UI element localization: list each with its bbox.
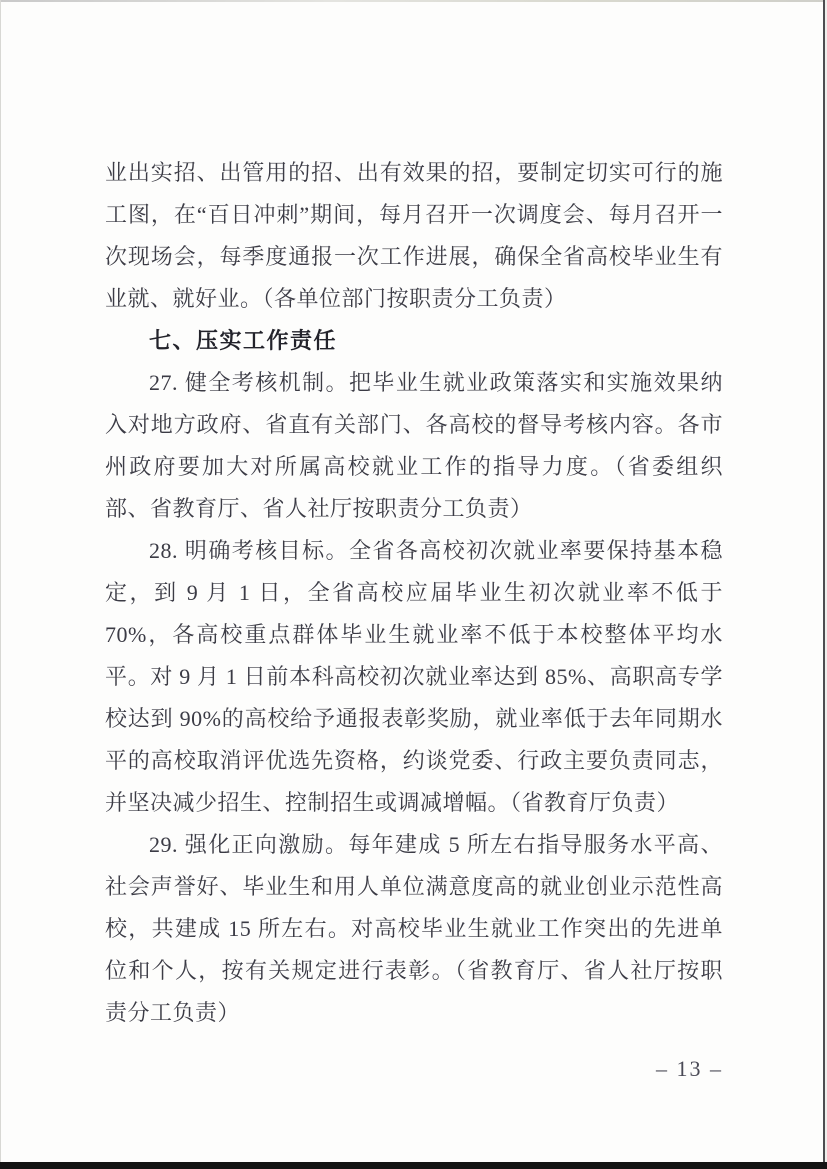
paragraph-item-27: 27. 健全考核机制。把毕业生就业政策落实和实施效果纳入对地方政府、省直有关部门、各高校的督导考核内容。各市州政府要加大对所属高校就业工作的指导力度。（省委组织部、省教育厅、省人社厅按职责分工负责） <box>105 370 723 521</box>
paragraph-item-29: 29. 强化正向激励。每年建成 5 所左右指导服务水平高、社会声誉好、毕业生和用人单位满意度高的就业创业示范性高校，共建成 15 所左右。对高校毕业生就业工作突出的先进单位和个人，按有关规定进行表彰。（省教育厅、省人社厅按职责分工负责） <box>105 832 723 1025</box>
paragraph-item-28: 28. 明确考核目标。全省各高校初次就业率要保持基本稳定，到 9 月 1 日，全省高校应届毕业生初次就业率不低于 70%，各高校重点群体毕业生就业率不低于本校整体平均水平。对 9 月 1 日前本科高校初次就业率达到 85%、高职高专学校达到 90%的高校给予通报表彰奖励，就业率低于去年同期水平的高校取消评优选先资格，约谈党委、行政主要负责同志，并坚决减少招生、控制招生或调减增幅。（省教育厅负责） <box>105 538 723 815</box>
section-heading-7: 七、压实工作责任 <box>149 328 338 353</box>
paragraph-continuation: 业出实招、出管用的招、出有效果的招，要制定切实可行的施工图，在“百日冲刺”期间，每月召开一次调度会、每月召开一次现场会，每季度通报一次工作进展，确保全省高校毕业生有业就、就好业。（各单位部门按职责分工负责） <box>105 160 723 311</box>
scan-edge-bottom <box>0 1162 827 1169</box>
scan-edge-left <box>0 0 1 1169</box>
scan-edge-top <box>0 0 827 2</box>
scan-edge-right <box>823 0 825 1169</box>
document-body <box>105 152 723 1034</box>
page-number: – 13 – <box>656 1056 723 1081</box>
